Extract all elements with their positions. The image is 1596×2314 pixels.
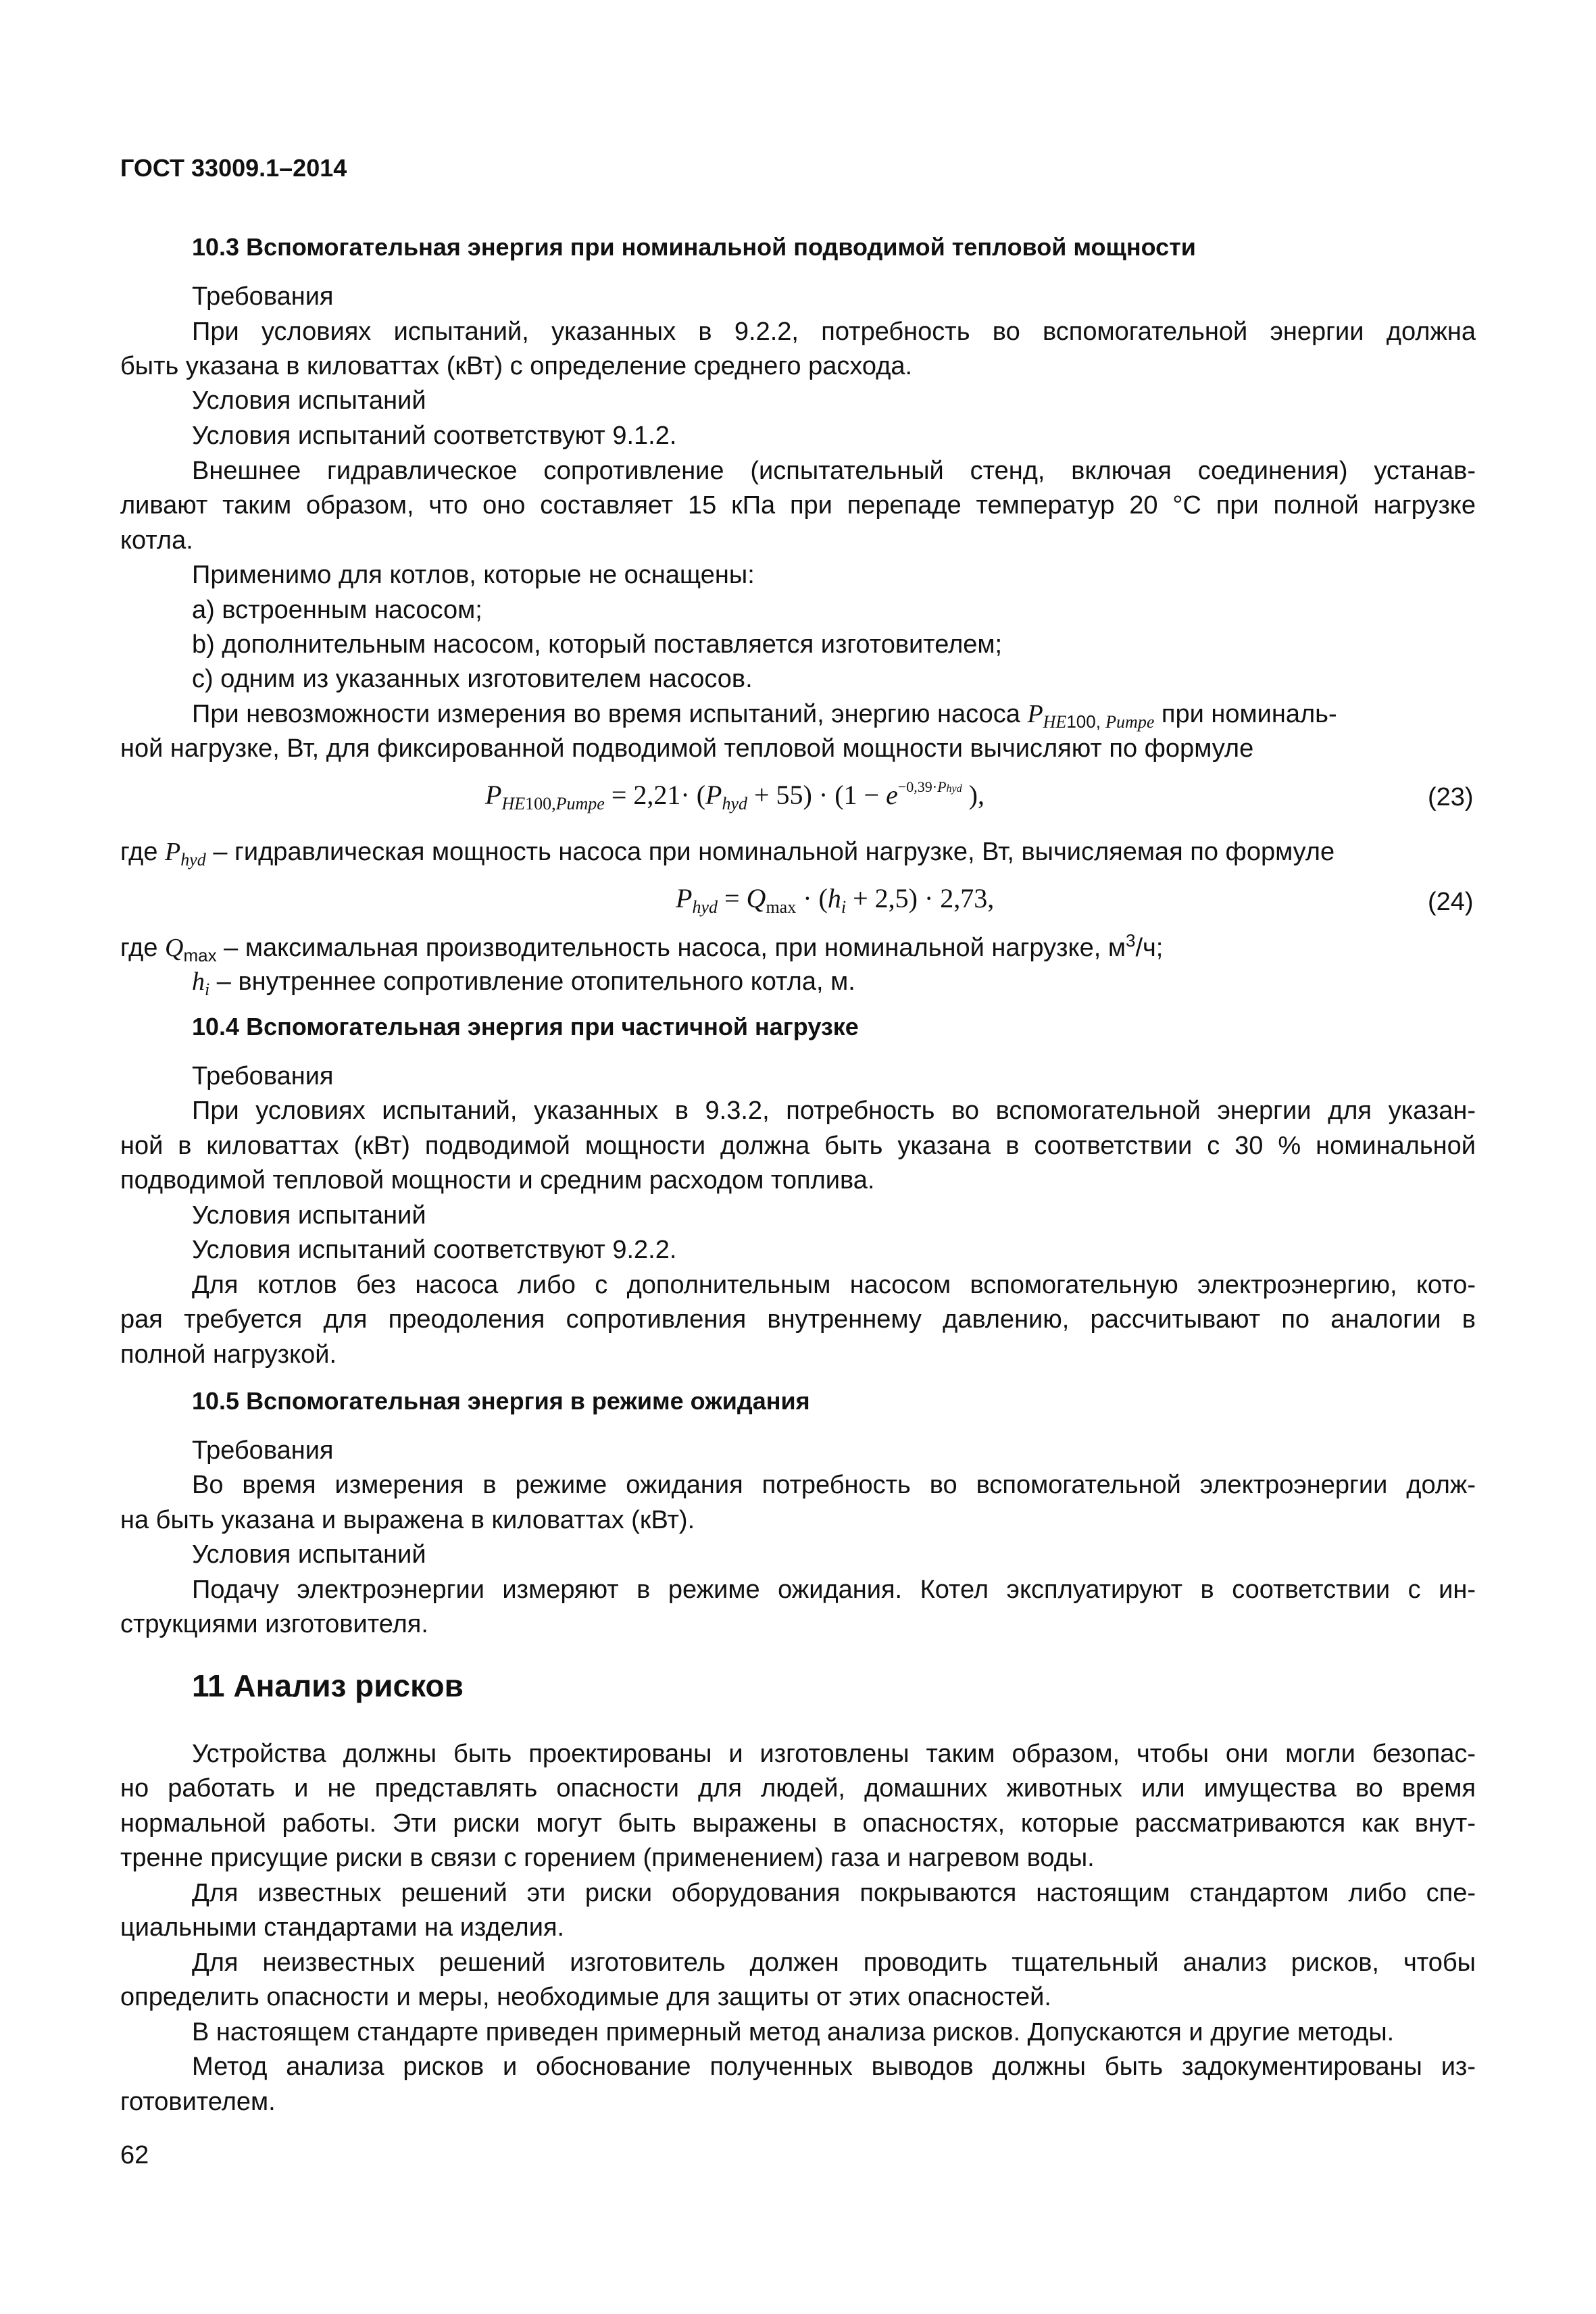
paragraph-line: Для известных решений эти риски оборудования покрываются настоящим стандартом либо спе- [192, 1879, 1476, 1907]
paragraph-line: Условия испытаний [192, 1201, 426, 1230]
paragraph-line: определить опасности и меры, необходимые для защиты от этих опасностей. [120, 1983, 1051, 2011]
paragraph-line: Для неизвестных решений изготовитель должен проводить тщательный анализ рисков, чтобы [192, 1948, 1476, 1977]
paragraph-line: быть указана в киловаттах (кВт) с определение среднего расхода. [120, 352, 913, 380]
document-id: ГОСТ 33009.1–2014 [120, 154, 347, 182]
paragraph-line: нормальной работы. Эти риски могут быть выражены в опасностях, которые рассматриваются как внут- [120, 1809, 1476, 1838]
paragraph-line: Требования [192, 1436, 334, 1465]
paragraph-line: Устройства должны быть проектированы и изготовлены таким образом, чтобы они могли безопас- [192, 1740, 1476, 1768]
formula-number: (23) [1428, 783, 1474, 811]
page-number: 62 [120, 2141, 149, 2169]
paragraph-line: полной нагрузкой. [120, 1340, 337, 1369]
paragraph-line: В настоящем стандарте приведен примерный метод анализа рисков. Допускаются и другие методы. [192, 2018, 1395, 2046]
section-11-title: 11 Анализ рисков [192, 1668, 464, 1703]
paragraph-line: Условия испытаний [192, 1540, 426, 1569]
paragraph-line: тренне присущие риски в связи с горением (применением) газа и нагревом воды. [120, 1844, 1095, 1872]
formula-23: $P_{HE100,Pumpe} = 2,21\cdot (P_{hyd} + 55) \cdot (1 - e^{-0,39\cdot Phyd}$ ), [485, 778, 984, 813]
paragraph-line: Требования [192, 282, 334, 311]
paragraph-line: где $Q_{max}$ – максимальная производительность насоса, при номинальной нагрузке, $м^3/ч$; [120, 930, 1164, 965]
paragraph-line: на быть указана и выражена в киловаттах (кВт). [120, 1506, 695, 1534]
paragraph-line: ной в киловаттах (кВт) подводимой мощности должна быть указана в соответствии с 30 % номинальной [120, 1132, 1476, 1160]
paragraph-line: $h_i$ – внутреннее сопротивление отопительного котла, м. [192, 967, 855, 999]
section-10-4-title: 10.4 Вспомогательная энергия при частичной нагрузке [192, 1013, 859, 1040]
paragraph-line: котла. [120, 526, 193, 555]
paragraph-line: Подачу электроэнергии измеряют в режиме ожидания. Котел эксплуатируют в соответствии с ин- [192, 1576, 1476, 1604]
paragraph-line: готовителем. [120, 2088, 276, 2116]
paragraph-line: рая требуется для преодоления сопротивления внутреннему давлению, рассчитывают по аналогии в [120, 1305, 1476, 1334]
paragraph-line: Условия испытаний соответствуют 9.2.2. [192, 1236, 677, 1264]
formula-24: $P_{hyd} = Q_{max} \cdot (h_i + 2,5) \cdot 2,73$, [676, 883, 995, 917]
paragraph-line: Применимо для котлов, которые не оснащены: [192, 561, 755, 589]
paragraph-line: где $P_{hyd}$ – гидравлическая мощность насоса при номинальной нагрузке, Вт, вычисляемая по формуле [120, 838, 1335, 870]
paragraph-line: но работать и не представлять опасности для людей, домашних животных или имущества во время [120, 1774, 1476, 1803]
paragraph-line: подводимой тепловой мощности и средним расходом топлива. [120, 1166, 875, 1194]
section-10-3-title: 10.3 Вспомогательная энергия при номинальной подводимой тепловой мощности [192, 233, 1196, 261]
paragraph-line: При невозможности измерения во время испытаний, энергию насоса $P_{HE100, Pumpe}$ при номиналь- [192, 700, 1337, 732]
paragraph-line: Требования [192, 1062, 334, 1090]
formula-number: (24) [1428, 888, 1474, 916]
paragraph-line: Условия испытаний [192, 386, 426, 415]
paragraph-line: Условия испытаний соответствуют 9.1.2. [192, 422, 677, 450]
list-item: с) одним из указанных изготовителем насосов. [192, 665, 753, 693]
list-item: а) встроенным насосом; [192, 596, 482, 624]
list-item: b) дополнительным насосом, который поставляется изготовителем; [192, 630, 1003, 659]
paragraph-line: струкциями изготовителя. [120, 1610, 428, 1638]
paragraph-line: Для котлов без насоса либо с дополнительным насосом вспомогательную электроэнергию, кото- [192, 1271, 1476, 1299]
paragraph-line: При условиях испытаний, указанных в 9.2.2, потребность во вспомогательной энергии должна [192, 318, 1476, 346]
paragraph-line: Метод анализа рисков и обоснование полученных выводов должны быть задокументированы из- [192, 2053, 1476, 2081]
paragraph-line: Во время измерения в режиме ожидания потребность во вспомогательной электроэнергии долж- [192, 1471, 1476, 1499]
section-10-5-title: 10.5 Вспомогательная энергия в режиме ожидания [192, 1387, 810, 1415]
paragraph-line: Внешнее гидравлическое сопротивление (испытательный стенд, включая соединения) устанав- [192, 457, 1476, 485]
paragraph-line: циальными стандартами на изделия. [120, 1913, 565, 1942]
paragraph-line: ной нагрузке, Вт, для фиксированной подводимой тепловой мощности вычисляют по формуле [120, 734, 1254, 763]
paragraph-line: ливают таким образом, что оно составляет 15 кПа при перепаде температур 20 °С при полной нагрузке [120, 491, 1476, 520]
paragraph-line: При условиях испытаний, указанных в 9.3.2, потребность во вспомогательной энергии для указан- [192, 1097, 1476, 1125]
